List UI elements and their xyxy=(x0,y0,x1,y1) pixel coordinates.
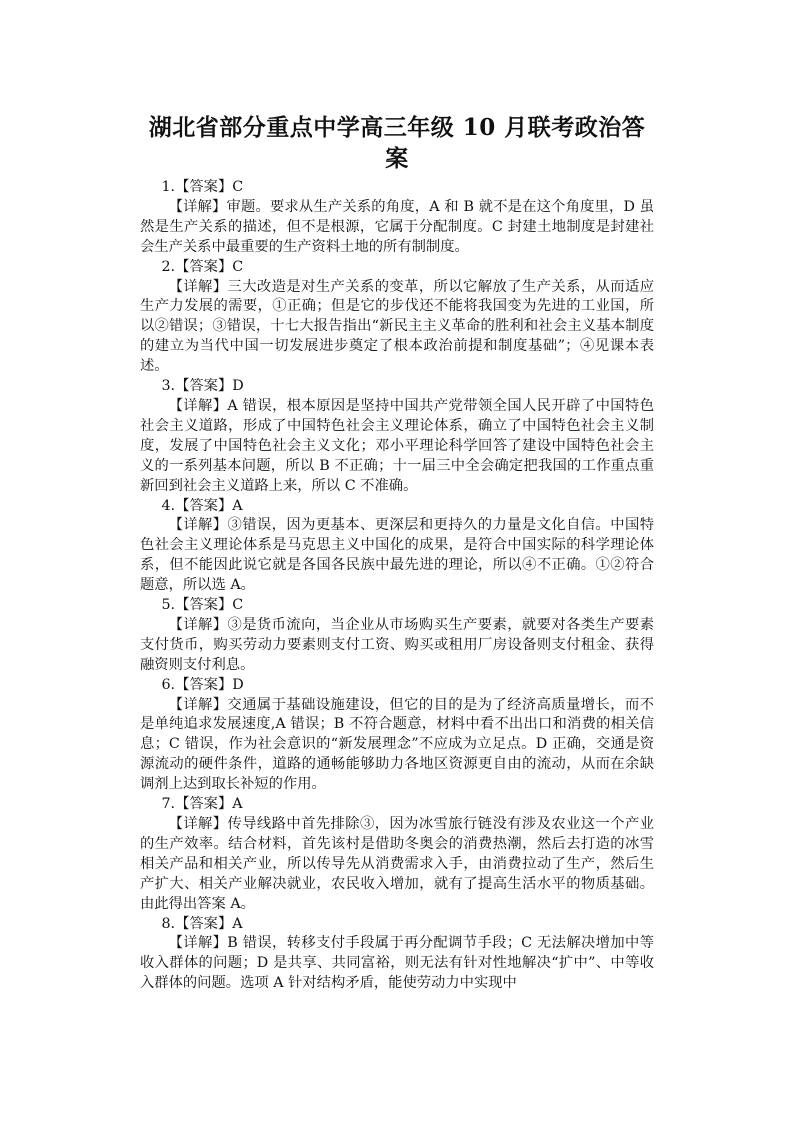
detail-paragraph-6: 【详解】交通属于基础设施建设，但它的目的是为了经济高质量增长，而不是单纯追求发展速度,A 错误；B 不符合题意，材料中看不出出口和消费的相关信息；C 错误，作为社会意识的“新发展理念”不应成为立足点。D 正确，交通是资源流动的硬件条件，道路的通畅能够助力各地区资源更自由的流动，从而在余缺调剂上达到取长补短的作用。 xyxy=(140,696,654,793)
answer-line-2: 2.【答案】C xyxy=(161,258,244,275)
document-page xyxy=(140,100,654,994)
answer-line-5: 5.【答案】C xyxy=(161,597,244,614)
answer-line-7: 7.【答案】A xyxy=(161,796,243,813)
answer-line-8: 8.【答案】A xyxy=(161,915,243,932)
detail-paragraph-5: 【详解】③是货币流向，当企业从市场购买生产要素，就要对各类生产要素支付货币，购买劳动力要素则支付工资、购买或租用厂房设备则支付租金、获得融资则支付利息。 xyxy=(140,616,654,673)
answer-line-6: 6.【答案】D xyxy=(161,676,244,693)
detail-paragraph-3: 【详解】A 错误，根本原因是坚持中国共产党带领全国人民开辟了中国特色社会主义道路，形成了中国特色社会主义理论体系，确立了中国特色社会主义制度，发展了中国特色社会主义文化；邓小平理论科学回答了建设中国特色社会主义的一系列基本问题，所以 B 不正确；十一届三中全会确定把我国的工作重点重新回到社会主义道路上来，所以 C 不准确。 xyxy=(140,397,654,494)
document-title: 湖北省部分重点中学高三年级 10 月联考政治答案 xyxy=(148,114,646,172)
detail-paragraph-7: 【详解】传导线路中首先排除③，因为冰雪旅行链没有涉及农业这一个产业的生产效率。结合材料，首先该村是借助冬奥会的消费热潮，然后去打造的冰雪相关产品和相关产业，所以传导先从消费需求入手，由消费拉动了生产，然后生产扩大、相关产业解决就业，农民收入增加，就有了提高生活水平的物质基础。由此得出答案 A。 xyxy=(140,816,654,912)
detail-paragraph-8: 【详解】B 错误，转移支付手段属于再分配调节手段；C 无法解决增加中等收入群体的问题；D 是共享、共同富裕，则无法有针对性地解决“扩中”、中等收入群体的问题。选项 A 针对结构矛盾，能使劳动力中实现中 xyxy=(140,935,654,992)
detail-paragraph-1: 【详解】审题。要求从生产关系的角度，A 和 B 就不是在这个角度里，D 虽然是生产关系的描述，但不是根源，它属于分配制度。C 封建土地制度是封建社会生产关系中最重要的生产资料土地的所有制制度。 xyxy=(140,198,654,255)
answer-line-3: 3.【答案】D xyxy=(161,378,244,395)
answer-line-1: 1.【答案】C xyxy=(161,179,244,195)
detail-paragraph-4: 【详解】③错误，因为更基本、更深层和更持久的力量是文化自信。中国特色社会主义理论体系是马克思主义中国化的成果，是符合中国实际的科学理论体系，但不能因此说它就是各国各民族中最先进的理论，所以④不正确。①②符合题意，所以选 A。 xyxy=(140,517,654,594)
detail-paragraph-2: 【详解】三大改造是对生产关系的变革，所以它解放了生产关系，从而适应生产力发展的需要，①正确；但是它的步伐还不能将我国变为先进的工业国，所以②错误；③错误，十七大报告指出“新民主主义革命的胜利和社会主义基本制度的建立为当代中国一切发展进步奠定了根本政治前提和制度基础”；④见课本表述。 xyxy=(140,278,654,375)
answer-line-4: 4.【答案】A xyxy=(161,497,243,514)
